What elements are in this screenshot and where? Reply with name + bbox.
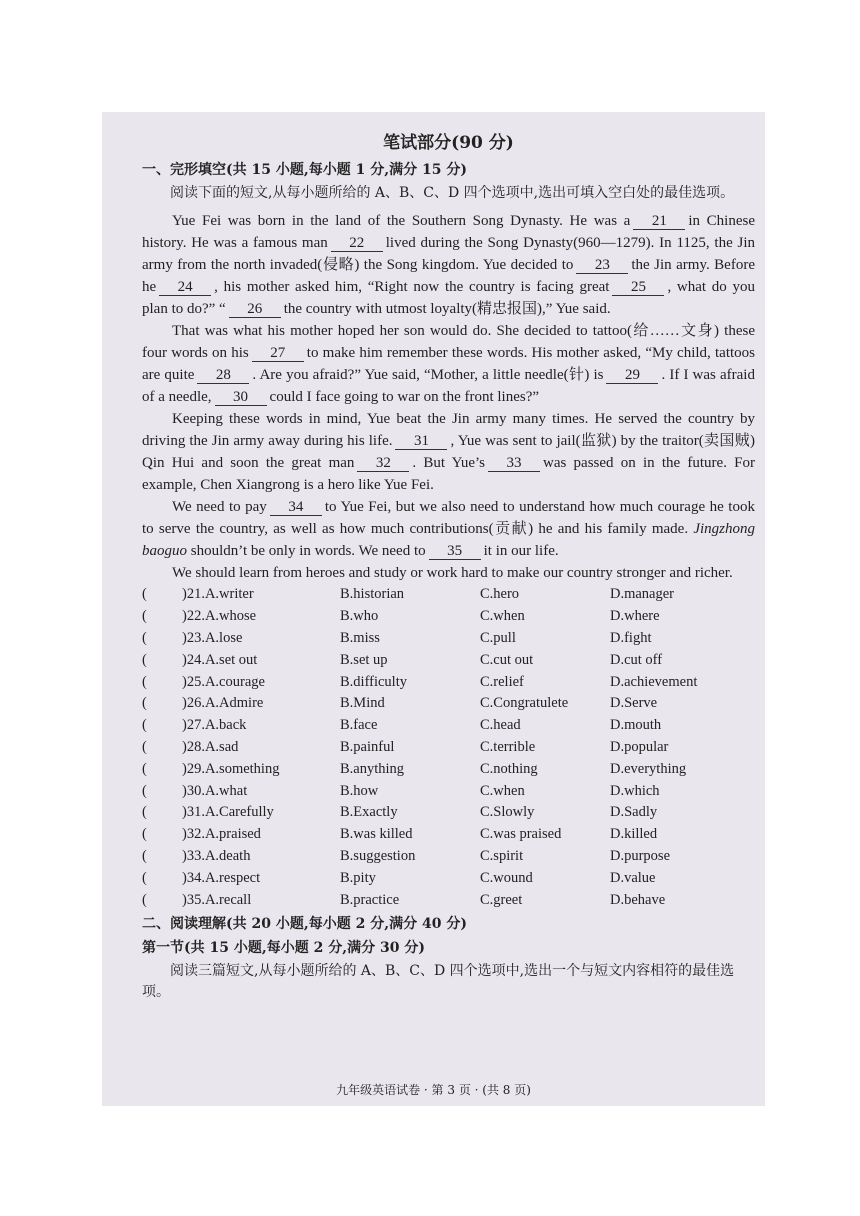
question-24: ( )24.A.set out B.set up C.cut out D.cut off [142,651,663,668]
section2-subheading: 第一节(共 15 小题,每小题 2 分,满分 30 分) [142,939,425,956]
blank-23: 23 [576,257,628,274]
question-32: ( )32.A.praised B.was killed C.was praised D.killed [142,826,658,843]
question-25: ( )25.A.courage B.difficulty C.relief D.achievement [142,673,698,690]
question-28: ( )28.A.sad B.painful C.terrible D.popular [142,738,669,755]
question-30: ( )30.A.what B.how C.when D.which [142,782,660,799]
blank-25: 25 [612,279,664,296]
blank-27: 27 [252,345,304,362]
blank-29: 29 [606,367,658,384]
section1-heading: 一、完形填空(共 15 小题,每小题 1 分,满分 15 分) [142,162,467,178]
blank-28: 28 [197,367,249,384]
page-footer: 九年级英语试卷 · 第 3 页 · (共 8 页) [336,1083,531,1097]
blank-24: 24 [159,279,211,296]
section1-instruction: 阅读下面的短文,从每小题所给的 A、B、C、D 四个选项中,选出可填入空白处的最佳选项。 [170,185,735,201]
blank-26: 26 [229,301,281,318]
blank-21: 21 [633,213,685,230]
blank-31: 31 [395,433,447,450]
blank-22: 22 [331,235,383,252]
exam-page [102,112,765,1106]
question-34: ( )34.A.respect B.pity C.wound D.value [142,869,656,886]
question-35: ( )35.A.recall B.practice C.greet D.behave [142,891,666,908]
blank-34: 34 [270,499,322,516]
passage-paragraph-5: We should learn from heroes and study or work hard to make our country stronger and richer. [172,565,733,581]
passage-paragraph-1: Yue Fei was born in the land of the Southern Song Dynasty. He was a 21 in Chinese history. He was a famous man 22 lived during the Song Dynasty(960—1279). In 1125, the Jin army from the north invaded(侵略) the Song kingdom. Yue decided to 23 the Jin army. Before he 24 , his mother asked him, “Right now the country is facing great 25 , what do you plan to do?” “ 26 the country with utmost loyalty(精忠报国),” Yue said. [142,213,756,317]
question-list [142,584,755,911]
blank-32: 32 [357,455,409,472]
question-31: ( )31.A.Carefully B.Exactly C.Slowly D.Sadly [142,804,658,821]
section2-instruction: 阅读三篇短文,从每小题所给的 A、B、C、D 四个选项中,选出一个与短文内容相符的最佳选项。 [142,962,735,1000]
question-21: ( )21.A.writer B.historian C.hero D.manager [142,586,675,603]
passage-paragraph-3: Keeping these words in mind, Yue beat the Jin army many times. He served the country by driving the Jin army away during his life. 31 , Yue was sent to jail(监狱) by the traitor(卖国贼) Qin Hui and soon the great man 32 . But Yue’s 33 was passed on in the future. For example, Chen Xiangrong is a hero like Yue Fei. [142,411,755,493]
blank-35: 35 [429,543,481,560]
question-26: ( )26.A.Admire B.Mind C.Congratulete D.Serve [142,695,658,712]
question-33: ( )33.A.death B.suggestion C.spirit D.purpose [142,847,671,864]
page-title: 笔试部分(90 分) [383,133,514,153]
question-23: ( )23.A.lose B.miss C.pull D.fight [142,629,652,646]
question-29: ( )29.A.something B.anything C.nothing D.everything [142,760,687,777]
blank-30: 30 [215,389,267,406]
blank-33: 33 [488,455,540,472]
question-27: ( )27.A.back B.face C.head D.mouth [142,717,662,734]
question-22: ( )22.A.whose B.who C.when D.where [142,608,660,625]
passage-paragraph-2: That was what his mother hoped her son would do. She decided to tattoo(给……文身) these four words on his 27 to make him remember these words. His mother asked, “My child, tattoos are quite 28 . Are you afraid?” Yue said, “Mother, a little needle(针) is 29 . If I was afraid of a needle, 30 could I face going to war on the front lines?” [142,323,755,405]
passage-paragraph-4: We need to pay 34 to Yue Fei, but we also need to understand how much courage he took to serve the country, as well as how much contributions(贡献) he and his family made. Jingzhong baoguo shouldn’t be only in words. We need to 35 it in our life. [142,499,755,559]
section2-heading: 二、阅读理解(共 20 小题,每小题 2 分,满分 40 分) [142,915,467,932]
